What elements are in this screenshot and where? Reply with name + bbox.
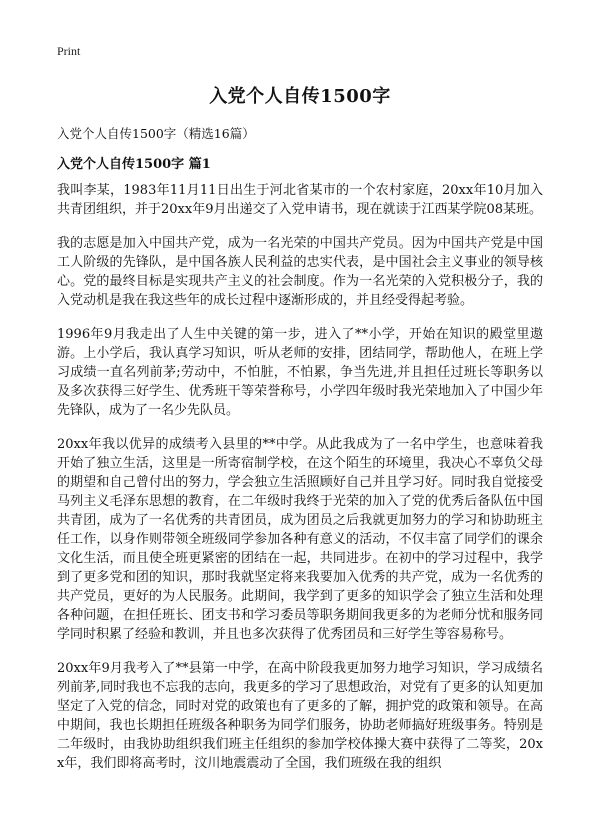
paragraph-5: 20xx年9月我考入了**县第一中学，在高中阶段我更加努力地学习知识，学习成绩名列前茅,同时我也不忘我的志向，我更多的学习了思想政治，对党有了更多的认知更加坚定了入党的信念，同时对党的政策也有了更多的了解，拥护党的政策和领导。在高中期间，我也长期担任班级各种职务为同学们服务，协助老师搞好班级事务。特别是二年级时，由我协助组织我们班主任组织的参加学校体操大赛中获得了二等奖，20xx年，我们即将高考时，汶川地震震动了全国，我们班级在我的组织 bbox=[57, 661, 543, 771]
paragraph-4: 20xx年我以优异的成绩考入县里的**中学。从此我成为了一名中学生，也意味着我开始了独立生活，这里是一所寄宿制学校，在这个陌生的环境里，我决心不辜负父母的期望和自己曾付出的努力，学会独立生活照顾好自己并且学习好。同时我自觉接受马列主义毛泽东思想的教育，在二年级时我终于光荣的加入了党的优秀后备队伍中国共青团，成为了一名优秀的共青团员，成为团员之后我就更加努力的学习和协助班主任工作，以身作则带领全班级同学参加各种有意义的活动，不仅丰富了同学们的课余文化生活，而且使全班更紧密的团结在一起，共同进步。在初中的学习过程中，我学到了更多党和团的知识，那时我就坚定将来我要加入优秀的共产党，成为一名优秀的共产党员，更好的为人民服务。此期间，我学到了更多的知识学会了独立生活和处理各种问题，在担任班长、团支书和学习委员等职务期间我更多的为老师分忧和服务同学同时积累了经验和教训，并且也多次获得了优秀团员和三好学生等容易称号。 bbox=[57, 437, 543, 642]
section-heading: 入党个人自传1500字 篇1 bbox=[57, 157, 211, 172]
paragraph-3: 1996年9月我走出了人生中关键的第一步，进入了**小学，开始在知识的殿堂里遨游。上小学后，我认真学习知识，听从老师的安排，团结同学，帮助他人，在班上学习成绩一直名列前茅;劳动中，不怕脏，不怕累，争当先进,并且担任过班长等职务以及多次获得三好学生、优秀班干等荣誉称号，小学四年级时我光荣地加入了中国少年先锋队，成为了一名少先队员。 bbox=[57, 327, 543, 418]
document-body bbox=[57, 181, 543, 788]
print-label: Print bbox=[57, 44, 81, 58]
paragraph-1: 我叫李某，1983年11月11日出生于河北省某市的一个农村家庭，20xx年10月加入共青团组织，并于20xx年9月出递交了入党申请书，现在就读于江西某学院08某班。 bbox=[57, 183, 543, 217]
document-title: 入党个人自传1500字 bbox=[209, 86, 391, 107]
paragraph-2: 我的志愿是加入中国共产党，成为一名光荣的中国共产党员。因为中国共产党是中国工人阶级的先锋队，是中国各族人民利益的忠实代表，是中国社会主义事业的领导核心。党的最终目标是实现共产主义的社会制度。作为一名光荣的入党积极分子，我的入党动机是我在我这些年的成长过程中逐渐形成的，并且经受得起考验。 bbox=[57, 236, 543, 308]
document-subtitle: 入党个人自传1500字（精选16篇） bbox=[57, 126, 255, 141]
